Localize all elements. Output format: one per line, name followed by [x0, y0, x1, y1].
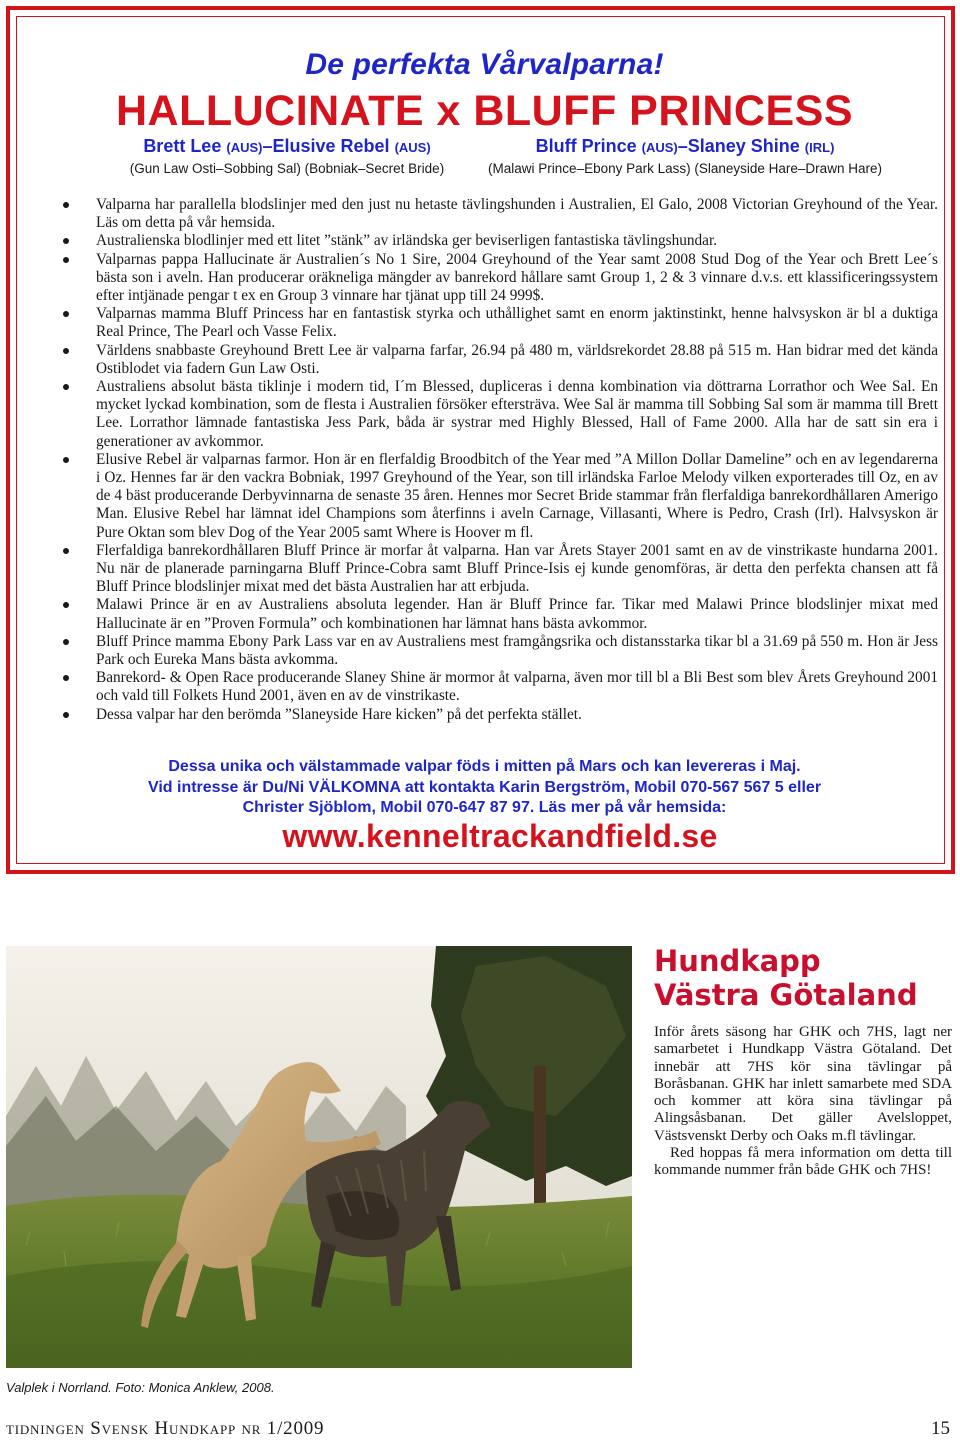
list-item-text: Australiens absolut bästa tiklinje i modern tid, I´m Blessed, dupliceras i denna kombination via döttrarna Lorrathor och Wee Sal. En mycket lyckad kombination, som de flesta i Australien försöker eftersträva. Wee Sal är mamma till Sobbing Sal som är mamma till Brett Lee. Lorrathor lämnade fantastiska Jess Park, båda är systrar med Highly Blessed, Hall of Fame 2000. Alla har de satt sin era i generationer av avkommor. — [96, 378, 938, 450]
article-paragraph: Inför årets säsong har GHK och 7HS, lagt ner samarbetet i Hundkapp Västra Götaland. Det innebär att 7HS kör sina tävlingar på Boråsbanan. GHK har inlett samarbete med SDA och kommer att köra sina tävlingar på Alingsåsbanan. Det gäller Avelsloppet, Västsvenskt Derby och Oaks m.fl tävlingar. — [654, 1024, 952, 1144]
list-item — [62, 451, 938, 542]
page-number: 15 — [931, 1418, 950, 1439]
article-paragraph: Red hoppas få mera information om detta till kommande nummer från både GHK och 7HS! — [654, 1145, 952, 1179]
cta-line: Vid intresse är Du/Ni VÄLKOMNA att kontakta Karin Bergström, Mobil 070-567 567 5 eller — [147, 778, 822, 796]
list-item — [62, 706, 938, 724]
bullet-icon — [63, 202, 69, 208]
list-item-text: Dessa valpar har den berömda ”Slaneyside Hare kicken” på det perfekta stället. — [96, 705, 582, 723]
list-item — [62, 596, 938, 632]
pedigree-dam-side — [465, 134, 905, 178]
article-title-line: Hundkapp — [654, 944, 821, 978]
list-item — [62, 251, 938, 306]
sire-name: Brett Lee — [143, 136, 222, 156]
separator: – — [262, 136, 273, 156]
bullet-icon — [63, 384, 69, 390]
list-item — [62, 342, 938, 378]
list-item-text: Världens snabbaste Greyhound Brett Lee är valparna farfar, 26.94 på 480 m, världsrekordet 28.88 på 515 m. Han bidrar med det kända Ostiblodet via fadern Gun Law Osti. — [96, 341, 938, 377]
list-item — [62, 378, 938, 451]
bullet-icon — [63, 639, 69, 645]
ad-title: De perfekta Vårvalparna! — [305, 48, 664, 81]
dam-grandparents: (Malawi Prince–Ebony Park Lass) (Slaneyside Hare–Drawn Hare) — [488, 161, 882, 176]
bullet-icon — [63, 257, 69, 263]
advertisement-box — [6, 6, 955, 874]
article-body — [654, 1024, 952, 1180]
list-item-text: Valparna har parallella blodslinjer med den just nu hetaste tävlingshunden i Australien, El Galo, 2008 Victorian Greyhound of the Year. Läs om detta på vår hemsida. — [96, 196, 938, 232]
list-item — [62, 542, 938, 597]
separator: – — [677, 136, 688, 156]
cta-line: Christer Sjöblom, Mobil 070-647 87 97. Läs mer på vår hemsida: — [242, 799, 727, 816]
bullet-icon — [63, 238, 69, 244]
bullet-icon — [63, 457, 69, 463]
bullet-icon — [63, 311, 69, 317]
bullet-icon — [63, 712, 69, 718]
dam-country: (IRL) — [804, 140, 835, 155]
sire-grandparents: (Gun Law Osti–Sobbing Sal) (Bobniak–Secret Bride) — [129, 161, 445, 176]
bullet-icon — [63, 675, 69, 681]
photo-puppies-playing — [6, 946, 632, 1368]
ad-headline: HALLUCINATE x BLUFF PRINCESS — [115, 87, 854, 135]
contact-info — [10, 757, 959, 819]
sire-parents — [107, 134, 467, 160]
list-item-text: Flerfaldiga banrekordhållaren Bluff Prince är morfar åt valparna. Han var Årets Stayer 2001 samt en av de vinstrikaste hundarna 2001. Nu när de planerade parningarna Bluff Prince-Cobra samt Bluff Prince-Isis ej kunde genomföras, är detta den perfekta chansen att få Bluff Prince blodslinjer mixat med det bästa Australien har att erbjuda. — [96, 541, 938, 596]
list-item — [62, 633, 938, 669]
list-item — [62, 305, 938, 341]
dam-country: (AUS) — [394, 140, 431, 155]
sire-country: (AUS) — [226, 140, 263, 155]
list-item-text: Valparnas mamma Bluff Princess har en fantastisk styrka och uthållighet samt en enorm jaktinstinkt, henne halvsyskon är bl a duktiga Real Prince, The Pearl och Vasse Felix. — [96, 305, 938, 341]
bullet-icon — [63, 348, 69, 354]
dam-name: Elusive Rebel — [272, 136, 390, 156]
list-item — [62, 196, 938, 232]
sire-name: Bluff Prince — [535, 136, 637, 156]
list-item — [62, 669, 938, 705]
pedigree-sire-side — [107, 134, 467, 178]
bullet-icon — [63, 548, 69, 554]
publication-footer: tidningen Svensk Hundkapp nr 1/2009 — [6, 1418, 325, 1439]
article-title — [654, 944, 954, 1012]
list-item-text: Australienska blodlinjer med ett litet ”stänk” av irländska ger beviserligen fantastiska tävlingshundar. — [96, 232, 718, 250]
list-item-text: Bluff Prince mamma Ebony Park Lass var en av Australiens mest framgångsrika och distansstarka tikar bl a 31.69 på 550 m. Hon är Jess Park och Eureka Mans bästa avkomma. — [96, 632, 938, 669]
bullet-list — [62, 196, 938, 724]
bullet-icon — [63, 602, 69, 608]
dam-name: Slaney Shine — [687, 136, 800, 156]
cta-line: Dessa unika och välstammade valpar föds i mitten på Mars och kan levereras i Maj. — [168, 758, 801, 775]
dam-parents — [465, 134, 905, 160]
sire-country: (AUS) — [641, 140, 678, 155]
list-item-text: Valparnas pappa Hallucinate är Australien´s No 1 Sire, 2004 Greyhound of the Year samt 2008 Stud Dog of the Year och Brett Lee´s bästa son i aveln. Han producerar oräkneliga mängder av banrekord hållare samt Group 1, 2 & 3 vinnare d.v.s. ett klassificeringssystem efter intjänade pengar t ex en Group 3 vinnare har tjänat upp till 24 999$. — [96, 250, 938, 305]
photo-caption: Valplek i Norrland. Foto: Monica Anklew, 2008. — [6, 1380, 275, 1395]
list-item-text: Malawi Prince är en av Australiens absoluta legender. Han är Bluff Prince far. Tikar med Malawi Prince blodslinjer mixat med Hallucinate är en ”Proven Formula” och kombinationen har lämnat hans bästa avkommor. — [96, 596, 938, 632]
list-item — [62, 232, 938, 250]
article-title-line: Västra Götaland — [654, 978, 918, 1012]
website-link[interactable]: www.kenneltrackandfield.se — [282, 818, 718, 854]
list-item-text: Elusive Rebel är valparnas farmor. Hon är en flerfaldig Broodbitch of the Year med ”A Millon Dollar Dameline” och en av legendarerna i Oz. Hennes far är den vackra Bobniak, 1997 Greyhound of the Year, son till irländska Farloe Melody vilken exporterades till Oz, en av de 4 bäst producerande Derbyvinnarna de senaste 35 åren. Hennes mor Secret Bride stammar från flerfaldiga banrekordhållaren Amerigo Man. Elusive Rebel har lämnat idel Champions som återfinns i aveln Carnage, Villasanti, Where is Pedro, Crash (Irl). Halvsyskon är Pure Oktan som blev Dog of the Year 2005 samt Where is Hoover m fl. — [96, 450, 938, 541]
list-item-text: Banrekord- & Open Race producerande Slaney Shine är mormor åt valparna, även mor till bl a Bli Best som blev Årets Greyhound 2001 och vald till Folkets Hund 2001, även en av de vinstrikaste. — [96, 669, 938, 705]
